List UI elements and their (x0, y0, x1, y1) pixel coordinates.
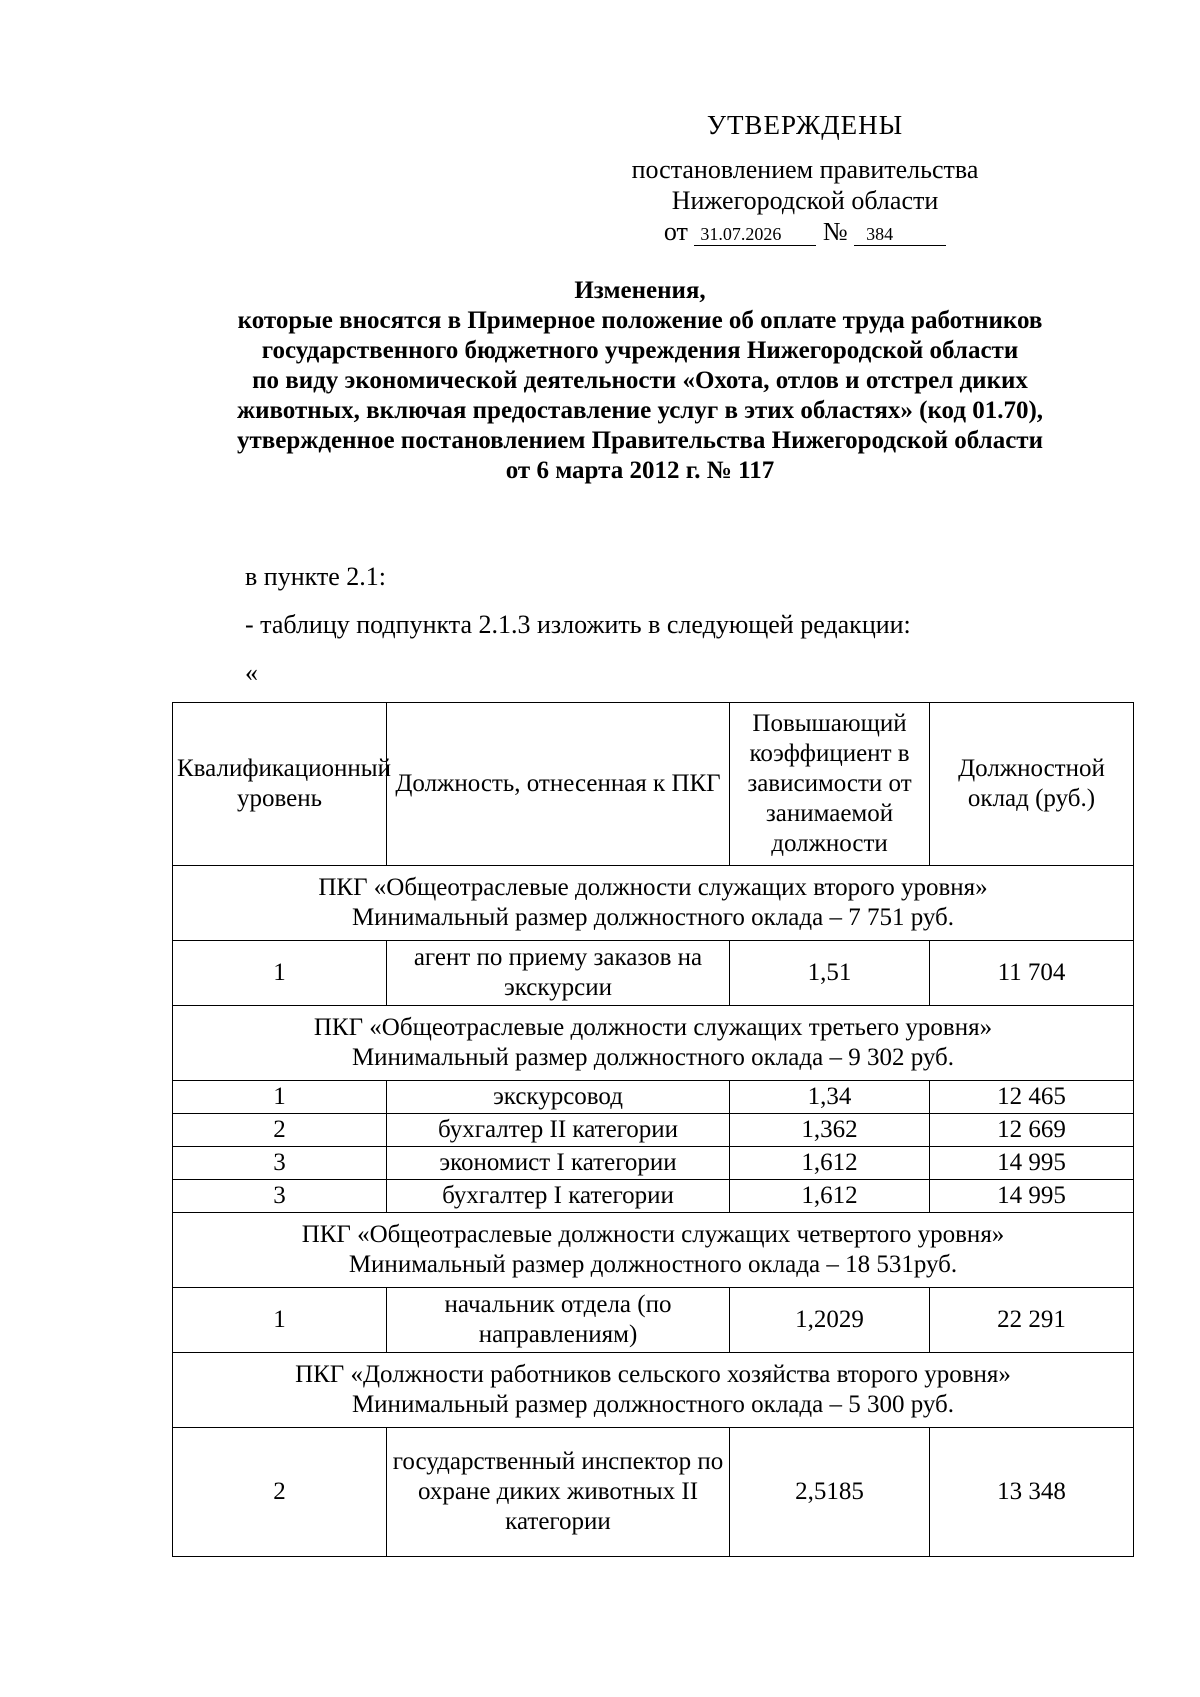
cell-salary: 14 995 (930, 1180, 1134, 1213)
group-min-salary: Минимальный размер должностного оклада – 7 751 руб. (351, 904, 955, 931)
group-cell (173, 1353, 1134, 1428)
from-label: от (663, 217, 688, 246)
cell-position: агент по приему заказов на экскурсии (387, 941, 730, 1006)
approval-number: 384 (854, 223, 946, 246)
table-row (173, 1147, 1134, 1180)
cell-level: 2 (173, 1114, 387, 1147)
cell-coefficient: 1,612 (730, 1147, 930, 1180)
title-line: от 6 марта 2012 г. № 117 (505, 457, 775, 484)
open-quote: « (245, 658, 258, 687)
cell-level: 1 (173, 1288, 387, 1353)
cell-coefficient: 1,51 (730, 941, 930, 1006)
group-min-salary: Минимальный размер должностного оклада – 9 302 руб. (351, 1044, 955, 1071)
header-level: Квалификационный уровень (173, 703, 387, 866)
cell-coefficient: 1,2029 (730, 1288, 930, 1353)
group-row (173, 1006, 1134, 1081)
number-label: № (822, 217, 848, 246)
cell-coefficient: 1,34 (730, 1081, 930, 1114)
group-cell (173, 1213, 1134, 1288)
title-line: Изменения, (574, 277, 706, 304)
title-line: по виду экономической деятельности «Охота, отлов и отстрел диких (252, 367, 1028, 394)
table-header-row (173, 703, 1134, 866)
cell-level: 3 (173, 1180, 387, 1213)
cell-coefficient: 1,612 (730, 1180, 930, 1213)
table-row (173, 1180, 1134, 1213)
table-row (173, 1428, 1134, 1557)
group-min-salary: Минимальный размер должностного оклада – 18 531руб. (348, 1251, 958, 1278)
header-position: Должность, отнесенная к ПКГ (387, 703, 730, 866)
cell-coefficient: 2,5185 (730, 1428, 930, 1557)
header-salary: Должностной оклад (руб.) (930, 703, 1134, 866)
group-title: ПКГ «Общеотраслевые должности служащих третьего уровня» (313, 1014, 993, 1041)
group-title: ПКГ «Общеотраслевые должности служащих четвертого уровня» (301, 1221, 1005, 1248)
group-min-salary: Минимальный размер должностного оклада – 5 300 руб. (351, 1391, 955, 1418)
table-row (173, 1114, 1134, 1147)
group-row (173, 1353, 1134, 1428)
group-cell (173, 866, 1134, 941)
cell-coefficient: 1,362 (730, 1114, 930, 1147)
table-row (173, 1081, 1134, 1114)
title-line: животных, включая предоставление услуг в этих областях» (код 01.70), (236, 397, 1044, 424)
group-title: ПКГ «Должности работников сельского хозяйства второго уровня» (295, 1361, 1011, 1388)
title-line: которые вносятся в Примерное положение об оплате труда работников (237, 307, 1043, 334)
approval-date-line (630, 216, 980, 247)
document-title (140, 276, 1140, 486)
cell-position: экономист I категории (387, 1147, 730, 1180)
header-coefficient: Повышающий коэффициент в зависимости от занимаемой должности (730, 703, 930, 866)
group-row (173, 866, 1134, 941)
cell-position: государственный инспектор по охране диких животных II категории (387, 1428, 730, 1557)
table-row (173, 1288, 1134, 1353)
cell-salary: 11 704 (930, 941, 1134, 1006)
approval-block (630, 110, 980, 247)
approval-line-1: постановлением правительства (631, 155, 979, 184)
group-cell (173, 1006, 1134, 1081)
approval-heading: УТВЕРЖДЕНЫ (706, 110, 904, 140)
cell-position: начальник отдела (по направлениям) (387, 1288, 730, 1353)
cell-level: 2 (173, 1428, 387, 1557)
approval-line-2: Нижегородской области (671, 186, 939, 215)
cell-salary: 12 465 (930, 1081, 1134, 1114)
cell-salary: 22 291 (930, 1288, 1134, 1353)
approval-date: 31.07.2026 (694, 223, 816, 246)
table-row (173, 941, 1134, 1006)
cell-position: экскурсовод (387, 1081, 730, 1114)
cell-position: бухгалтер II категории (387, 1114, 730, 1147)
group-row (173, 1213, 1134, 1288)
title-line: государственного бюджетного учреждения Нижегородской области (261, 337, 1019, 364)
salary-table (172, 702, 1134, 1557)
cell-salary: 12 669 (930, 1114, 1134, 1147)
cell-salary: 14 995 (930, 1147, 1134, 1180)
cell-salary: 13 348 (930, 1428, 1134, 1557)
cell-level: 3 (173, 1147, 387, 1180)
cell-level: 1 (173, 941, 387, 1006)
cell-level: 1 (173, 1081, 387, 1114)
group-title: ПКГ «Общеотраслевые должности служащих второго уровня» (318, 874, 988, 901)
title-line: утвержденное постановлением Правительства Нижегородской области (237, 427, 1043, 454)
point-paragraph: в пункте 2.1: (245, 562, 387, 591)
cell-position: бухгалтер I категории (387, 1180, 730, 1213)
instruction-paragraph: - таблицу подпункта 2.1.3 изложить в следующей редакции: (245, 610, 911, 639)
